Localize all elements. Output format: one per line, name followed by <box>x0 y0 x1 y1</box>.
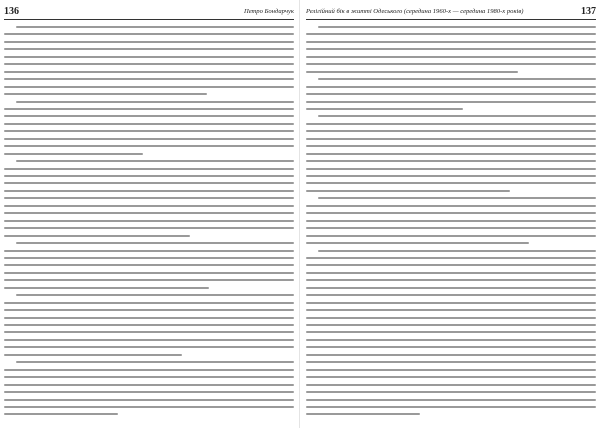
text-line <box>4 123 294 125</box>
text-line <box>4 257 294 259</box>
text-line <box>306 391 596 393</box>
text-line <box>4 48 294 50</box>
text-line <box>306 56 596 58</box>
text-line <box>4 145 294 147</box>
right-page <box>306 0 596 428</box>
right-body-text <box>306 24 596 422</box>
text-line <box>16 160 294 162</box>
text-line <box>306 101 596 103</box>
text-line <box>4 153 143 155</box>
text-line <box>4 41 294 43</box>
text-line <box>306 138 596 140</box>
text-line <box>306 48 596 50</box>
text-line <box>16 361 294 363</box>
text-line <box>306 33 596 35</box>
text-line <box>4 287 209 289</box>
text-line <box>4 56 294 58</box>
text-line <box>4 309 294 311</box>
text-line <box>4 391 294 393</box>
text-line <box>306 264 596 266</box>
left-page <box>4 0 294 428</box>
text-line <box>4 63 294 65</box>
text-line <box>4 302 294 304</box>
text-line <box>4 182 294 184</box>
text-line <box>4 250 294 252</box>
text-line <box>306 354 596 356</box>
text-line <box>306 227 596 229</box>
text-line <box>306 86 596 88</box>
page-gutter <box>299 0 300 428</box>
text-line <box>4 108 294 110</box>
text-line <box>306 413 420 415</box>
text-line <box>306 63 596 65</box>
text-line <box>4 406 294 408</box>
text-line <box>4 264 294 266</box>
text-line <box>4 93 207 95</box>
text-line <box>306 220 596 222</box>
text-line <box>4 399 294 401</box>
text-line <box>306 168 596 170</box>
text-line <box>4 376 294 378</box>
left-page-number: 136 <box>4 6 19 17</box>
text-line <box>306 257 596 259</box>
text-line <box>306 361 596 363</box>
left-page-header <box>4 6 294 18</box>
text-line <box>306 175 596 177</box>
text-line <box>306 235 596 237</box>
right-running-head: Релігійний бік в житті Одеського (середина 1960-х — середина 1980-х років) <box>306 8 524 15</box>
text-line <box>4 197 294 199</box>
text-line <box>306 108 463 110</box>
text-line <box>318 115 596 117</box>
text-line <box>4 220 294 222</box>
text-line <box>306 309 596 311</box>
text-line <box>306 339 596 341</box>
text-line <box>4 33 294 35</box>
right-header-rule <box>306 19 596 20</box>
text-line <box>318 250 596 252</box>
text-line <box>306 302 596 304</box>
text-line <box>306 145 596 147</box>
text-line <box>4 317 294 319</box>
text-line <box>4 130 294 132</box>
text-line <box>306 71 518 73</box>
text-line <box>306 205 596 207</box>
text-line <box>306 406 596 408</box>
text-line <box>4 324 294 326</box>
text-line <box>4 339 294 341</box>
text-line <box>306 346 596 348</box>
text-line <box>318 197 596 199</box>
text-line <box>4 354 182 356</box>
text-line <box>4 86 294 88</box>
text-line <box>4 212 294 214</box>
text-line <box>16 101 294 103</box>
text-line <box>4 369 294 371</box>
text-line <box>4 279 294 281</box>
text-line <box>306 153 596 155</box>
text-line <box>16 242 294 244</box>
text-line <box>306 376 596 378</box>
text-line <box>4 168 294 170</box>
text-line <box>4 71 294 73</box>
text-line <box>306 212 596 214</box>
text-line <box>306 242 529 244</box>
text-line <box>306 331 596 333</box>
text-line <box>306 369 596 371</box>
text-line <box>306 123 596 125</box>
text-line <box>306 399 596 401</box>
text-line <box>306 190 510 192</box>
text-line <box>306 317 596 319</box>
text-line <box>4 138 294 140</box>
text-line <box>16 294 294 296</box>
text-line <box>318 26 596 28</box>
text-line <box>4 205 294 207</box>
text-line <box>4 190 294 192</box>
text-line <box>306 93 596 95</box>
text-line <box>306 130 596 132</box>
text-line <box>306 384 596 386</box>
left-body-text <box>4 24 294 422</box>
text-line <box>4 115 294 117</box>
text-line <box>4 227 294 229</box>
left-header-rule <box>4 19 294 20</box>
text-line <box>306 160 596 162</box>
text-line <box>4 331 294 333</box>
text-line <box>306 294 596 296</box>
right-page-number: 137 <box>581 6 596 17</box>
text-line <box>4 235 190 237</box>
text-line <box>306 287 596 289</box>
text-line <box>318 78 596 80</box>
text-line <box>306 182 596 184</box>
text-line <box>4 175 294 177</box>
text-line <box>4 384 294 386</box>
text-line <box>16 26 294 28</box>
text-line <box>4 346 294 348</box>
text-line <box>4 272 294 274</box>
text-line <box>4 413 118 415</box>
text-line <box>306 272 596 274</box>
text-line <box>4 78 294 80</box>
text-line <box>306 279 596 281</box>
text-line <box>306 324 596 326</box>
left-running-head: Петро Бондарчук <box>243 8 294 15</box>
text-line <box>306 41 596 43</box>
right-page-header <box>306 6 596 18</box>
